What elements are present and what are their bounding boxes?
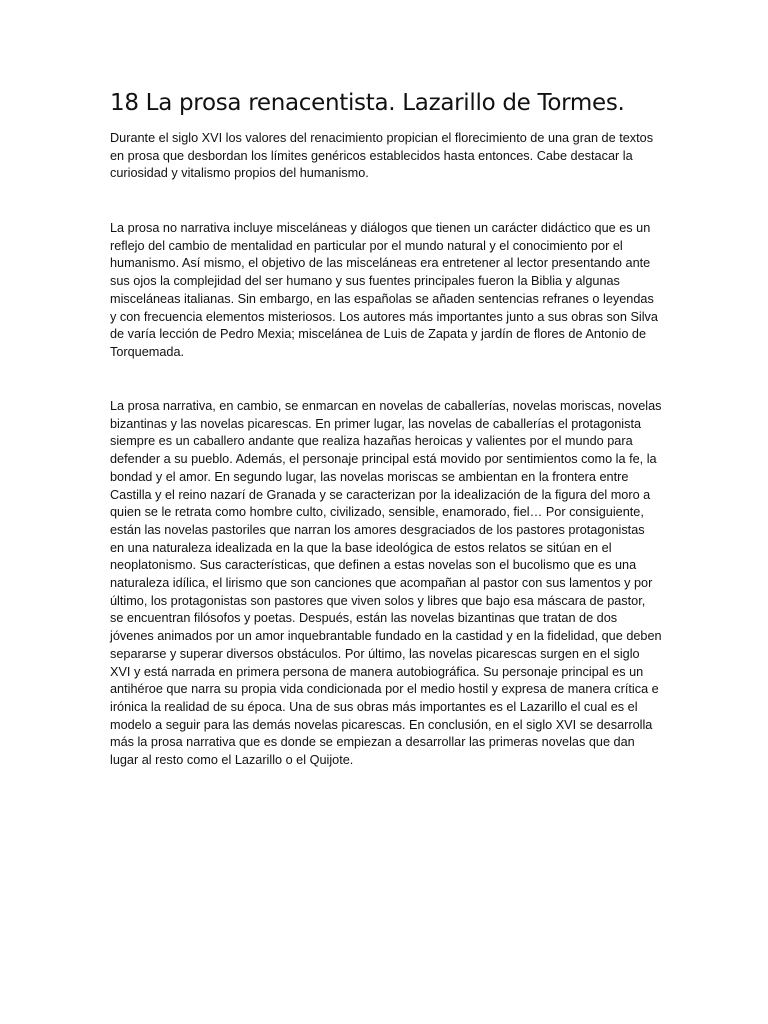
paragraph-narrative-prose: La prosa narrativa, en cambio, se enmarcan en novelas de caballerías, novelas moriscas, novelas bizantinas y las novelas picarescas. En primer lugar, las novelas de caballerías el protagonista siempre es un caballero andante que realiza hazañas heroicas y valientes por el mundo para defender a su pueblo. Además, el personaje principal está movido por sentimientos como la fe, la bondad y el amor. En segundo lugar, las novelas moriscas se ambientan en la frontera entre Castilla y el reino nazarí de Granada y se caracterizan por la idealización de la figura del moro a quien se le retrata como hombre culto, civilizado, sensible, enamorado, fiel… Por consiguiente, están las novelas pastoriles que narran los amores desgraciados de los pastores protagonistas en una naturaleza idealizada en la que la base ideológica de estos relatos se sitúan en el neoplatonismo. Sus características, que definen a estas novelas son el bucolismo que es una naturaleza idílica, el lirismo que son canciones que acompañan al pastor con sus lamentos y por último, los protagonistas son pastores que viven solos y libres que bajo esa máscara de pastor, se encuentran filósofos y poetas. Después, están las novelas bizantinas que tratan de dos jóvenes animados por un amor inquebrantable fundado en la castidad y en la fidelidad, que deben separarse y superar diversos obstáculos. Por último, las novelas picarescas surgen en el siglo XVI y está narrada en primera persona de manera autobiográfica. Su personaje principal es un antihéroe que narra su propia vida condicionada por el medio hostil y expresa de manera crítica e irónica la realidad de su época. Una de sus obras más importantes es el Lazarillo el cual es el modelo a seguir para las demás novelas picarescas. En conclusión, en el siglo XVI se desarrolla más la prosa narrativa que es donde se empiezan a desarrollar las primeras novelas que dan lugar al resto como el Lazarillo o el Quijote. bbox=[110, 399, 662, 768]
document-title: 18 La prosa renacentista. Lazarillo de Tormes. bbox=[110, 90, 625, 116]
paragraph-non-narrative-prose: La prosa no narrativa incluye misceláneas y diálogos que tienen un carácter didáctico que es un reflejo del cambio de mentalidad en particular por el mundo natural y el conocimiento por el humanismo. Así mismo, el objetivo de las misceláneas era entretener al lector presentando ante sus ojos la complejidad del ser humano y sus fuentes principales fueron la Biblia y algunas misceláneas italianas. Sin embargo, en las españolas se añaden sentencias refranes o leyendas y con frecuencia elementos misteriosos. Los autores más importantes junto a sus obras son Silva de varía lección de Pedro Mexia; miscelánea de Luis de Zapata y jardín de flores de Antonio de Torquemada. bbox=[110, 221, 658, 359]
paragraph-introduction: Durante el siglo XVI los valores del renacimiento propician el florecimiento de una gran de textos en prosa que desbordan los límites genéricos establecidos hasta entonces. Cabe destacar la curiosidad y vitalismo propios del humanismo. bbox=[110, 131, 654, 181]
